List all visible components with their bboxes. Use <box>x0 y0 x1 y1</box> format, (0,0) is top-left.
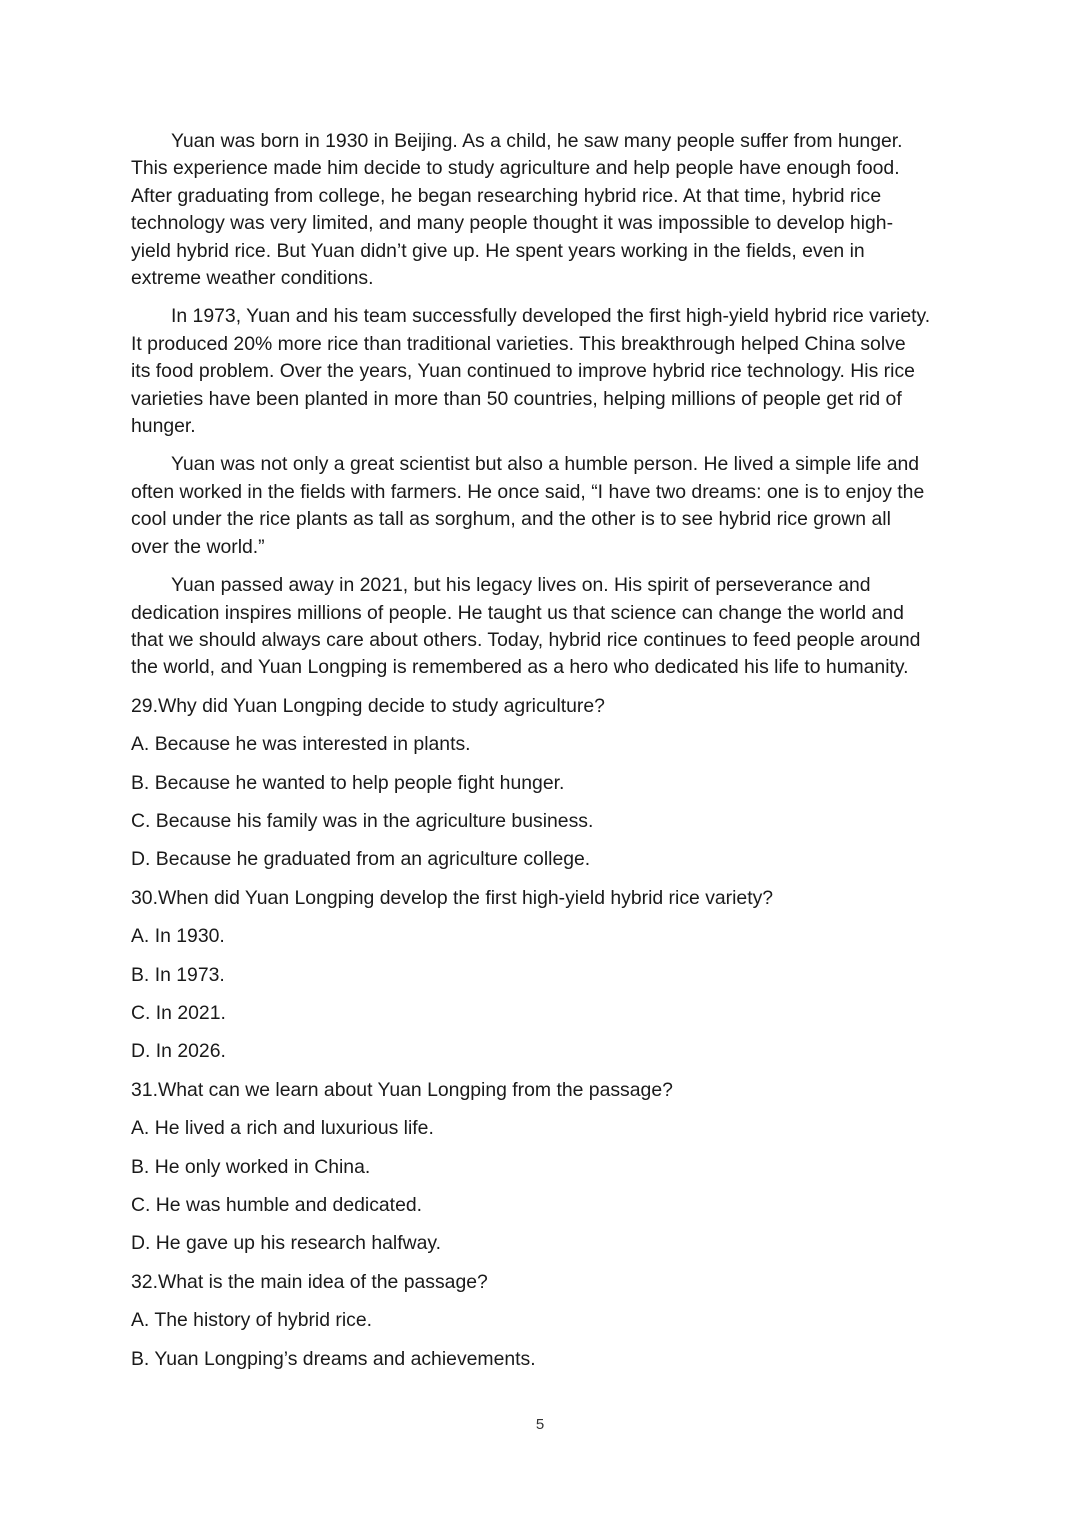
answer-option-a: A. Because he was interested in plants. <box>131 733 471 756</box>
question-stem: 29.Why did Yuan Longping decide to study agriculture? <box>131 694 605 717</box>
answer-option-c: C. Because his family was in the agriculture business. <box>131 809 594 832</box>
passage-paragraph-1: Yuan was born in 1930 in Beijing. As a child, he saw many people suffer from hunger. This experience made him decide to study agriculture and help people have enough food. After graduating from college, he began researching hybrid rice. At that time, hybrid rice technology was very limited, and many people thought it was impossible to develop high- yield hybrid rice. But Yuan didn’t give up. He spent years working in the fields, even in extreme weather conditions. <box>131 130 903 290</box>
page-number: 5 <box>535 1416 545 1433</box>
answer-option-a: A. The history of hybrid rice. <box>131 1309 373 1332</box>
answer-option-d: D. He gave up his research halfway. <box>131 1232 442 1255</box>
question-30 <box>131 885 961 1066</box>
question-32 <box>131 1269 961 1373</box>
reading-passage <box>131 128 961 682</box>
answer-option-b: B. Because he wanted to help people fight hunger. <box>131 771 565 794</box>
answer-option-d: D. In 2026. <box>131 1040 226 1063</box>
passage-paragraph-4: Yuan passed away in 2021, but his legacy lives on. His spirit of perseverance and dedication inspires millions of people. He taught us that science can change the world and that we should always care about others. Today, hybrid rice continues to feed people around the world, and Yuan Longping is remembered as a hero who dedicated his life to humanity. <box>131 574 921 679</box>
question-stem: 30.When did Yuan Longping develop the first high-yield hybrid rice variety? <box>131 886 774 909</box>
question-29 <box>131 693 961 874</box>
passage-paragraph-2: In 1973, Yuan and his team successfully developed the first high-yield hybrid rice variety. It produced 20% more rice than traditional varieties. This breakthrough helped China solve its food problem. Over the years, Yuan continued to improve hybrid rice technology. His rice varieties have been planted in more than 50 countries, helping millions of people get rid of hunger. <box>131 305 931 438</box>
page-content <box>131 128 961 1384</box>
answer-option-b: B. In 1973. <box>131 963 225 986</box>
question-31 <box>131 1077 961 1258</box>
answer-option-a: A. In 1930. <box>131 925 225 948</box>
answer-option-d: D. Because he graduated from an agriculture college. <box>131 848 591 871</box>
answer-option-b: B. Yuan Longping’s dreams and achievements. <box>131 1347 536 1370</box>
question-stem: 31.What can we learn about Yuan Longping from the passage? <box>131 1078 673 1101</box>
answer-option-c: C. He was humble and dedicated. <box>131 1194 423 1216</box>
answer-option-a: A. He lived a rich and luxurious life. <box>131 1117 434 1140</box>
question-stem: 32.What is the main idea of the passage? <box>131 1270 488 1293</box>
answer-option-b: B. He only worked in China. <box>131 1155 371 1178</box>
passage-paragraph-3: Yuan was not only a great scientist but also a humble person. He lived a simple life and often worked in the fields with farmers. He once said, “I have two dreams: one is to enjoy the cool under the rice plants as tall as sorghum, and the other is to see hybrid rice grown all over the world.” <box>131 453 925 558</box>
answer-option-c: C. In 2021. <box>131 1001 226 1024</box>
